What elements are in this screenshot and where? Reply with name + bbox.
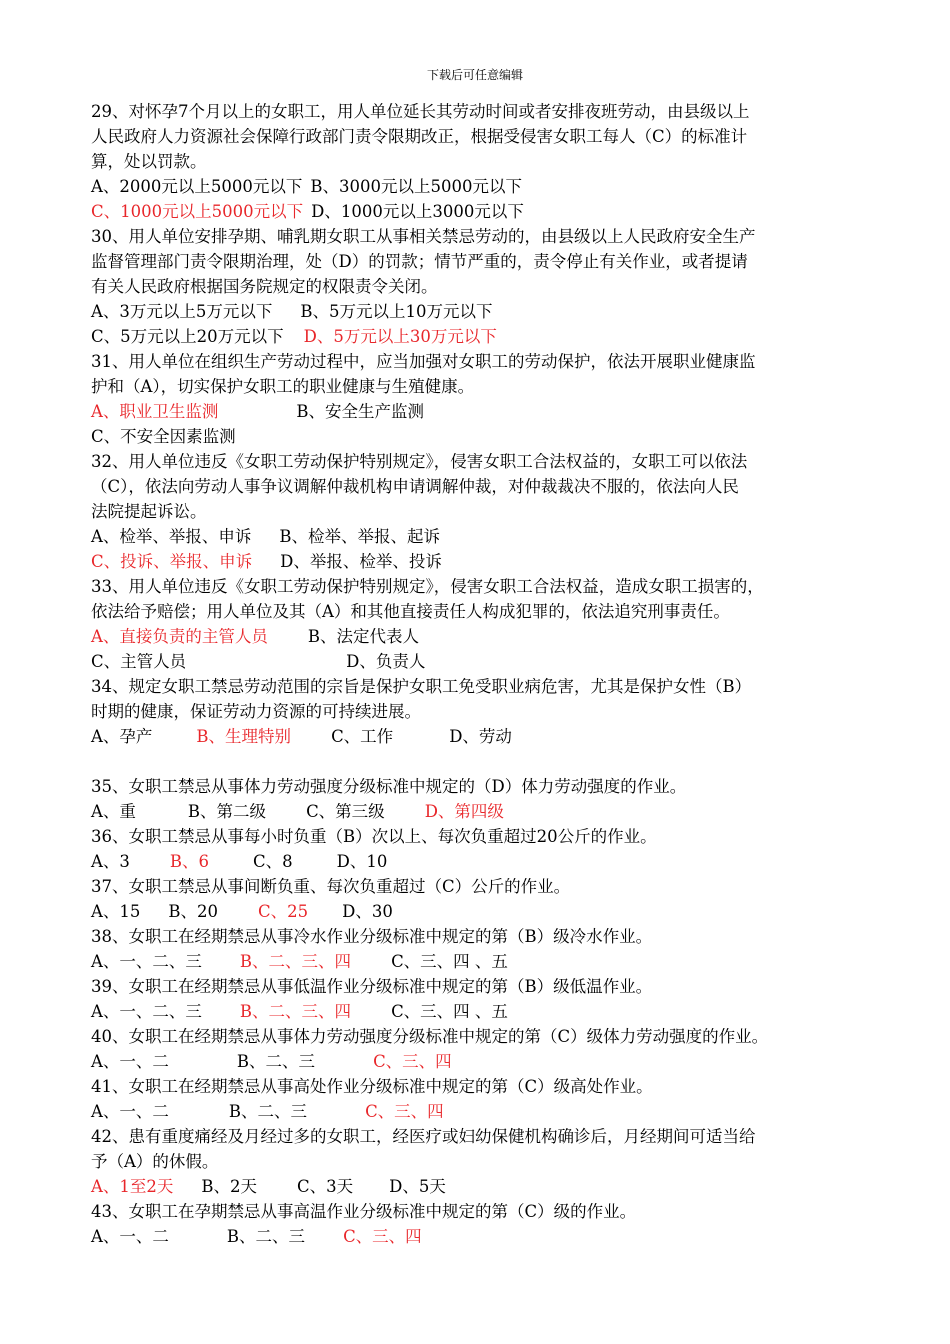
option-a-answer: A、直接负责的主管人员 — [91, 627, 268, 646]
question-29-line-1: 29、对怀孕7个月以上的女职工，用人单位延长其劳动时间或者安排夜班劳动，由县级以上 — [91, 102, 750, 121]
option-b: B、安全生产监测 — [296, 402, 425, 421]
option-d: D、劳动 — [449, 727, 512, 746]
question-40-options — [91, 1054, 452, 1071]
option-c: C、第三级 — [306, 802, 385, 821]
question-32-line-2: （C），依法向劳动人事争议调解仲裁机构申请调解仲裁，对仲裁裁决不服的，依法向人民 — [91, 477, 739, 496]
question-32-options-row-1 — [91, 529, 440, 546]
option-a-answer: A、1至2天 — [91, 1177, 174, 1196]
question-43-options — [91, 1229, 422, 1246]
question-33-line-2: 依法给予赔偿；用人单位及其（A）和其他直接责任人构成犯罪的，依法追究刑事责任。 — [91, 602, 730, 621]
option-d: D、1000元以上3000元以下 — [311, 202, 524, 221]
option-d: D、负责人 — [346, 652, 426, 671]
question-40-line-1: 40、女职工在经期禁忌从事体力劳动强度分级标准中规定的第（C）级体力劳动强度的作业。 — [91, 1027, 769, 1046]
option-c: C、三、四 、五 — [391, 952, 508, 971]
question-39-line-1: 39、女职工在经期禁忌从事低温作业分级标准中规定的第（B）级低温作业。 — [91, 977, 653, 996]
option-b-answer: B、二、三、四 — [239, 1002, 352, 1021]
option-a: A、3 — [91, 852, 130, 871]
option-c-answer: C、投诉、举报、申诉 — [91, 552, 253, 571]
option-b: B、法定代表人 — [307, 627, 420, 646]
page-header: 下载后可任意编辑 — [426, 68, 523, 82]
question-29-line-2: 人民政府人力资源社会保障行政部门责令限期改正，根据受侵害女职工每人（C）的标准计 — [91, 127, 748, 146]
option-c-answer: C、25 — [258, 902, 309, 921]
question-34-options — [91, 729, 512, 746]
question-34-line-1: 34、规定女职工禁忌劳动范围的宗旨是保护女职工免受职业病危害，尤其是保护女性（B） — [91, 677, 752, 696]
question-31-options-row-1 — [91, 404, 424, 421]
question-30-options-row-1 — [91, 304, 493, 321]
question-30-line-1: 30、用人单位安排孕期、哺乳期女职工从事相关禁忌劳动的，由县级以上人民政府安全生产 — [91, 227, 756, 246]
question-34-line-2: 时期的健康，保证劳动力资源的可持续进展。 — [91, 702, 421, 721]
question-35-options — [91, 804, 504, 821]
option-a: A、15 — [91, 902, 141, 921]
option-a: A、一、二、三 — [91, 1002, 202, 1021]
question-30-line-3: 有关人民政府根据国务院规定的权限责令关闭。 — [91, 277, 438, 296]
question-41-options — [91, 1104, 444, 1121]
option-a: A、一、二 — [91, 1052, 169, 1071]
question-38-line-1: 38、女职工在经期禁忌从事冷水作业分级标准中规定的第（B）级冷水作业。 — [91, 927, 653, 946]
question-37-line-1: 37、女职工禁忌从事间断负重、每次负重超过（C）公斤的作业。 — [91, 877, 571, 896]
question-31-line-2: 护和（A），切实保护女职工的职业健康与生殖健康。 — [91, 377, 475, 396]
option-b: B、3000元以上5000元以下 — [310, 177, 523, 196]
question-35-line-1: 35、女职工禁忌从事体力劳动强度分级标准中规定的（D）体力劳动强度的作业。 — [91, 777, 687, 796]
option-c: C、5万元以上20万元以下 — [91, 327, 284, 346]
question-33-options-row-2 — [91, 654, 425, 671]
question-29-options-row-1 — [91, 179, 522, 196]
option-c-answer: C、三、四 — [373, 1052, 452, 1071]
option-d: D、10 — [336, 852, 388, 871]
option-c: C、主管人员 — [91, 652, 187, 671]
option-b-answer: B、二、三、四 — [239, 952, 352, 971]
question-32-options-row-2 — [91, 554, 442, 571]
option-b: B、检举、举报、起诉 — [279, 527, 441, 546]
option-a: A、检举、举报、申诉 — [91, 527, 252, 546]
question-42-options — [91, 1179, 446, 1196]
question-38-options — [91, 954, 508, 971]
option-c-answer: C、三、四 — [365, 1102, 444, 1121]
question-29-options-row-2 — [91, 204, 524, 221]
option-b: B、5万元以上10万元以下 — [300, 302, 493, 321]
option-b: B、20 — [168, 902, 219, 921]
question-31-line-1: 31、用人单位在组织生产劳动过程中，应当加强对女职工的劳动保护，依法开展职业健康监 — [91, 352, 756, 371]
question-36-line-1: 36、女职工禁忌从事每小时负重（B）次以上、每次负重超过20公斤的作业。 — [91, 827, 657, 846]
question-33-options-row-1 — [91, 629, 419, 646]
question-31-options-row-2 — [91, 429, 236, 446]
option-d-answer: D、5万元以上30万元以下 — [303, 327, 497, 346]
option-b: B、二、三 — [226, 1227, 306, 1246]
question-42-line-2: 予（A）的休假。 — [91, 1152, 219, 1171]
question-39-options — [91, 1004, 508, 1021]
option-a: A、2000元以上5000元以下 — [91, 177, 303, 196]
option-d: D、5天 — [389, 1177, 446, 1196]
option-b: B、2天 — [201, 1177, 258, 1196]
question-32-line-1: 32、用人单位违反《女职工劳动保护特别规定》，侵害女职工合法权益的，女职工可以依法 — [91, 452, 748, 471]
option-c: C、三、四 、五 — [391, 1002, 508, 1021]
option-a: A、一、二、三 — [91, 952, 202, 971]
question-43-line-1: 43、女职工在孕期禁忌从事高温作业分级标准中规定的第（C）级的作业。 — [91, 1202, 637, 1221]
question-33-line-1: 33、用人单位违反《女职工劳动保护特别规定》，侵害女职工合法权益，造成女职工损害的， — [91, 577, 764, 596]
option-a: A、3万元以上5万元以下 — [91, 302, 273, 321]
option-d: D、举报、检举、投诉 — [280, 552, 442, 571]
option-a: A、一、二 — [91, 1227, 169, 1246]
question-32-line-3: 法院提起诉讼。 — [91, 502, 207, 521]
option-c: C、8 — [253, 852, 293, 871]
question-42-line-1: 42、患有重度痛经及月经过多的女职工，经医疗或妇幼保健机构确诊后，月经期间可适当给 — [91, 1127, 756, 1146]
question-30-options-row-2 — [91, 329, 497, 346]
option-a-answer: A、职业卫生监测 — [91, 402, 219, 421]
option-a: A、重 — [91, 802, 136, 821]
option-c: C、工作 — [331, 727, 394, 746]
option-c: C、不安全因素监测 — [91, 427, 236, 446]
option-d: D、30 — [342, 902, 393, 921]
question-29-line-3: 算，处以罚款。 — [91, 152, 207, 171]
question-30-line-2: 监督管理部门责令限期治理，处（D）的罚款；情节严重的，责令停止有关作业，或者提请 — [91, 252, 748, 271]
option-c-answer: C、1000元以上5000元以下 — [91, 202, 304, 221]
question-37-options — [91, 904, 393, 921]
option-b: B、二、三 — [228, 1102, 308, 1121]
question-36-options — [91, 854, 387, 871]
option-c: C、3天 — [297, 1177, 354, 1196]
option-b: B、二、三 — [236, 1052, 316, 1071]
option-b: B、第二级 — [187, 802, 267, 821]
option-c-answer: C、三、四 — [343, 1227, 422, 1246]
option-b-answer: B、生理特别 — [196, 727, 292, 746]
option-a: A、一、二 — [91, 1102, 169, 1121]
question-41-line-1: 41、女职工在经期禁忌从事高处作业分级标准中规定的第（C）级高处作业。 — [91, 1077, 653, 1096]
option-a: A、孕产 — [91, 727, 153, 746]
option-d-answer: D、第四级 — [424, 802, 504, 821]
option-b-answer: B、6 — [169, 852, 210, 871]
